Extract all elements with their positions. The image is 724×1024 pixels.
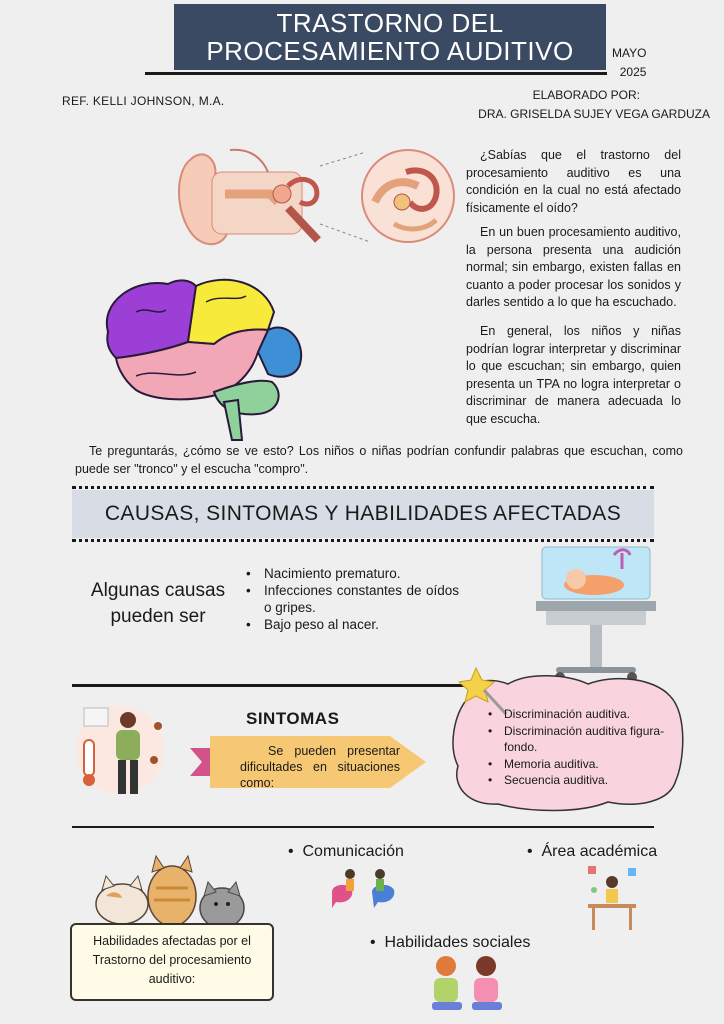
symptoms-title: SINTOMAS [246, 709, 340, 728]
date-month: MAYO [612, 46, 647, 60]
section-divider-top [72, 486, 654, 489]
symptoms-arrow-text: Se pueden presentar dificultades en situaciones como: [240, 744, 400, 790]
section-divider [72, 826, 654, 828]
section-divider-bottom [72, 539, 654, 542]
list-item: • Discriminación auditiva. [484, 706, 684, 723]
author-label: ELABORADO POR: [532, 88, 640, 102]
symptoms-list [484, 706, 684, 789]
list-item: • Infecciones constantes de oídos o gripes. [244, 582, 459, 616]
intro-paragraph-3: En general, los niños y niñas podrían lograr interpretar y discriminar lo que escuchan; sin embargo, quien presenta un TPA no logra interpretar o discriminar de manera adecuada lo que escucha. [466, 324, 681, 426]
symptoms-person-illustration [70, 700, 170, 800]
skill-label: Habilidades sociales [384, 934, 531, 951]
social-skills-illustration [426, 952, 510, 1014]
affected-skills-box: Habilidades afectadas por el Trastorno del procesamiento auditivo: [70, 923, 274, 1001]
skill-academic: • Área académica [527, 843, 658, 860]
intro-paragraph-2: En un buen procesamiento auditivo, la persona presenta una audición normal; sin embargo, existen fallas en cuanto a poder procesar los sonidos y darles sentido a lo que ha escuchado. [466, 225, 681, 309]
list-item: • Discriminación auditiva figura-fondo. [484, 723, 684, 756]
title-line-1: TRASTORNO DEL [276, 8, 504, 38]
ear-illustration [170, 142, 458, 252]
list-item: • Memoria auditiva. [484, 756, 684, 773]
skill-label: Área académica [541, 843, 658, 860]
skill-social: • Habilidades sociales [370, 934, 531, 951]
academic-illustration [584, 862, 640, 934]
page-title [174, 4, 606, 70]
intro-paragraph-4: Te preguntarás, ¿cómo se ve esto? Los niños o niñas podrían confundir palabras que escuchan, como puede ser "tronco" y el escucha "compro". [75, 444, 683, 476]
list-item: • Bajo peso al nacer. [244, 616, 459, 633]
title-divider [145, 72, 607, 75]
causes-list [244, 565, 459, 633]
author-name: DRA. GRISELDA SUJEY VEGA GARDUZA [478, 107, 710, 121]
date [612, 44, 646, 82]
skill-communication: • Comunicación [288, 843, 404, 860]
author-block [440, 86, 710, 124]
reference: REF. KELLI JOHNSON, M.A. [62, 94, 225, 108]
date-year: 2025 [619, 65, 647, 79]
list-item: • Nacimiento prematuro. [244, 565, 459, 582]
brain-illustration [96, 272, 308, 444]
title-line-2: PROCESAMIENTO AUDITIVO [206, 36, 574, 66]
causes-title: Algunas causas pueden ser [90, 580, 226, 627]
intro-paragraph-1: ¿Sabías que el trastorno del procesamiento auditivo es una condición en la cual no está afectado físicamente el oído? [466, 148, 681, 215]
skill-label: Comunicación [302, 843, 404, 860]
cats-illustration [92, 846, 252, 932]
section-title: CAUSAS, SINTOMAS Y HABILIDADES AFECTADAS [72, 490, 654, 538]
communication-illustration [328, 862, 402, 920]
list-item: • Secuencia auditiva. [484, 772, 684, 789]
